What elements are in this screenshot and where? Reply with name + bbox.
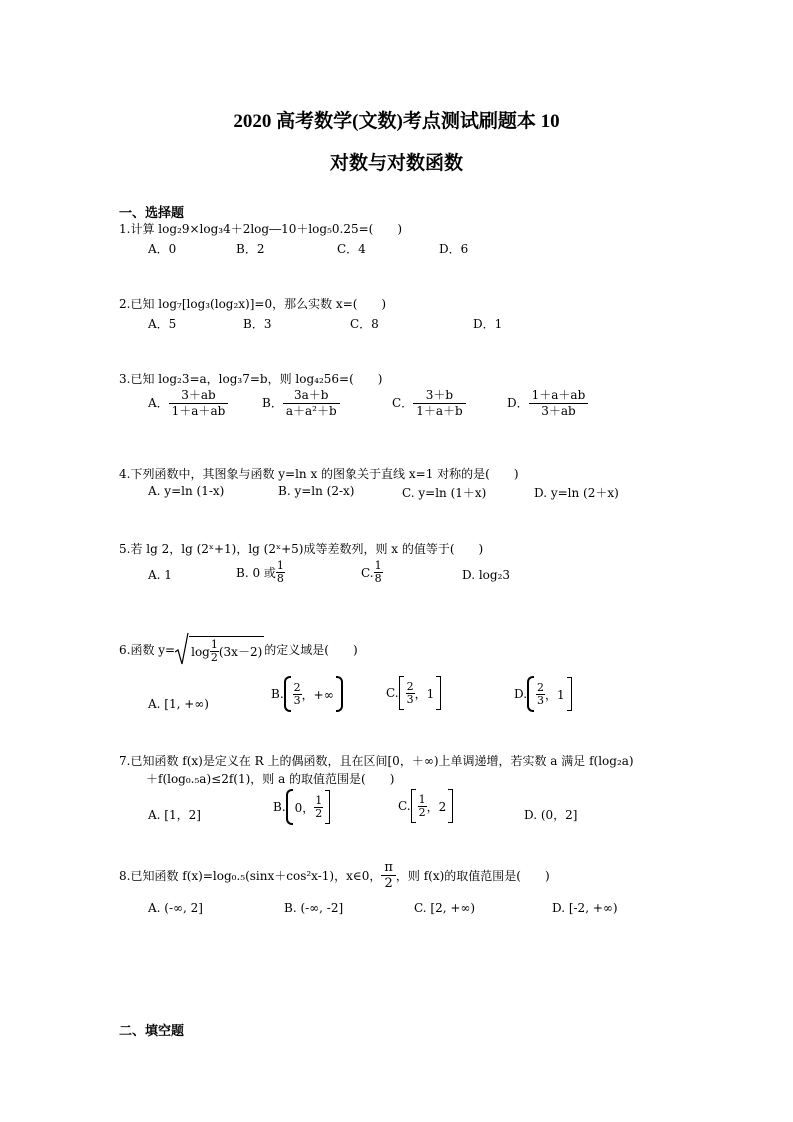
question-7-stem-line2: ＋f(log₀.₅a)≤2f(1)，则 a 的取值范围是( )	[146, 772, 395, 786]
q3-option-a: A． $\frac{3+ab}{1+a+ab}$	[148, 388, 228, 419]
paren-left	[284, 676, 291, 712]
q6-option-a: A. [1, +∞)	[148, 697, 209, 711]
fraction: $\frac{2}{3}$	[537, 680, 545, 707]
paren-left	[286, 789, 293, 825]
q1-option-b: B．2	[236, 242, 265, 256]
q5-option-d: D. log₂3	[462, 568, 511, 582]
q2-option-d: D．1	[473, 317, 503, 331]
q5-option-b: B. 0 或 $\frac{1}{8}$	[236, 559, 284, 585]
fraction: $\frac{1}{8}$	[374, 559, 382, 585]
q4-option-d: D. y=ln (2＋x)	[534, 486, 619, 500]
q3-option-b: B． $\frac{3a+b}{\text{a＋a²＋b}}$	[262, 388, 340, 419]
bracket-left	[411, 789, 416, 823]
q4-option-b: B. y=ln (2-x)	[278, 484, 355, 498]
fraction: $\frac{1+a+ab}{3+ab}$	[529, 388, 589, 419]
q4-option-c: C. y=ln (1＋x)	[402, 486, 487, 500]
radical-sign	[175, 632, 189, 666]
bracket-right	[436, 676, 441, 710]
document-subtitle: 对数与对数函数	[329, 153, 463, 174]
fraction: $\frac{2}{3}$	[406, 679, 414, 706]
question-7-stem-line1: 7.已知函数 f(x)是定义在 R 上的偶函数，且在区间[0，＋∞)上单调递增，若实数 a 满足 f(log₂a)	[119, 754, 634, 768]
q7-option-a: A. [1，2]	[148, 808, 201, 822]
paren-right	[336, 676, 343, 712]
question-1-stem: 1.计算 log₂9×log₃4＋2log―10＋log₅0.25=( )	[119, 222, 403, 236]
q8-option-d: D. [-2, +∞)	[552, 901, 618, 915]
bracket-left	[399, 676, 404, 710]
fraction: $\frac{1}{2}$	[210, 638, 218, 664]
q5-option-a: A. 1	[148, 568, 172, 582]
bracket-right	[567, 677, 572, 711]
q8-option-b: B. (-∞, -2]	[284, 901, 344, 915]
fraction: $\frac{\pi}{2}$	[381, 860, 396, 891]
fraction: $\frac{1}{2}$	[315, 793, 323, 820]
q8-option-a: A. (-∞, 2]	[148, 901, 203, 915]
q2-option-c: C．8	[350, 317, 379, 331]
q5-option-c: C. $\frac{1}{8}$	[361, 559, 382, 585]
q2-option-a: A．5	[148, 317, 177, 331]
section-heading-fill-in: 二、填空题	[119, 1024, 185, 1039]
paren-left	[527, 676, 534, 712]
fraction: $\frac{2}{3}$	[293, 680, 301, 707]
fraction: $\frac{3+ab}{1+a+ab}$	[169, 388, 229, 419]
q1-option-a: A．0	[148, 242, 177, 256]
fraction: $\frac{3a+b}{\text{a＋a²＋b}}$	[283, 388, 340, 419]
q6-option-d: D. $\frac{2}{3}$ ，1	[514, 676, 572, 712]
q3-option-d: D． $\frac{1+a+ab}{3+ab}$	[507, 388, 588, 419]
q1-option-d: D．6	[439, 242, 469, 256]
bracket-right	[448, 789, 453, 823]
question-6-stem: 6.函数 y= log $\frac{1}{2}$ (3x－2) 的定义域是( )	[119, 632, 358, 666]
q1-option-c: C．4	[337, 242, 366, 256]
q6-option-c: C. $\frac{2}{3}$ ，1	[386, 676, 441, 710]
q3-option-c: C． $\frac{3+b}{1+a+b}$	[392, 388, 466, 419]
question-8-stem: 8.已知函数 f(x)=log₀.₅(sinx＋cos²x-1)，x∈0， $\frac{\pi}{2}$ ，则 f(x)的取值范围是( )	[119, 860, 550, 891]
question-2-stem: 2.已知 log₇[log₃(log₂x)]=0，那么实数 x=( )	[119, 297, 387, 311]
q7-option-c: C. $\frac{1}{2}$ ，2	[398, 789, 453, 823]
question-3-stem: 3.已知 log₂3=a，log₃7=b，则 log₄₂56=( )	[119, 372, 383, 386]
fraction: $\frac{1}{8}$	[276, 559, 284, 585]
q7-option-b: B. 0， $\frac{1}{2}$	[273, 789, 330, 825]
fraction: $\frac{3+b}{1+a+b}$	[413, 388, 465, 419]
question-4-stem: 4.下列函数中，其图象与函数 y=ln x 的图象关于直线 x=1 对称的是( )	[119, 467, 519, 481]
q7-option-d: D. (0，2]	[524, 808, 578, 822]
q8-option-c: C. [2, +∞)	[414, 901, 476, 915]
section-heading-choice: 一、选择题	[119, 206, 185, 221]
document-title: 2020 高考数学(文数)考点测试刷题本 10	[233, 111, 560, 132]
fraction: $\frac{1}{2}$	[418, 792, 426, 819]
q2-option-b: B．3	[243, 317, 272, 331]
q6-option-b: B. $\frac{2}{3}$ ，+∞	[271, 676, 343, 712]
q4-option-a: A. y=ln (1-x)	[148, 484, 225, 498]
bracket-right	[325, 790, 330, 824]
question-5-stem: 5.若 lg 2，lg (2ˣ+1)，lg (2ˣ+5)成等差数列，则 x 的值等于( )	[119, 542, 484, 556]
